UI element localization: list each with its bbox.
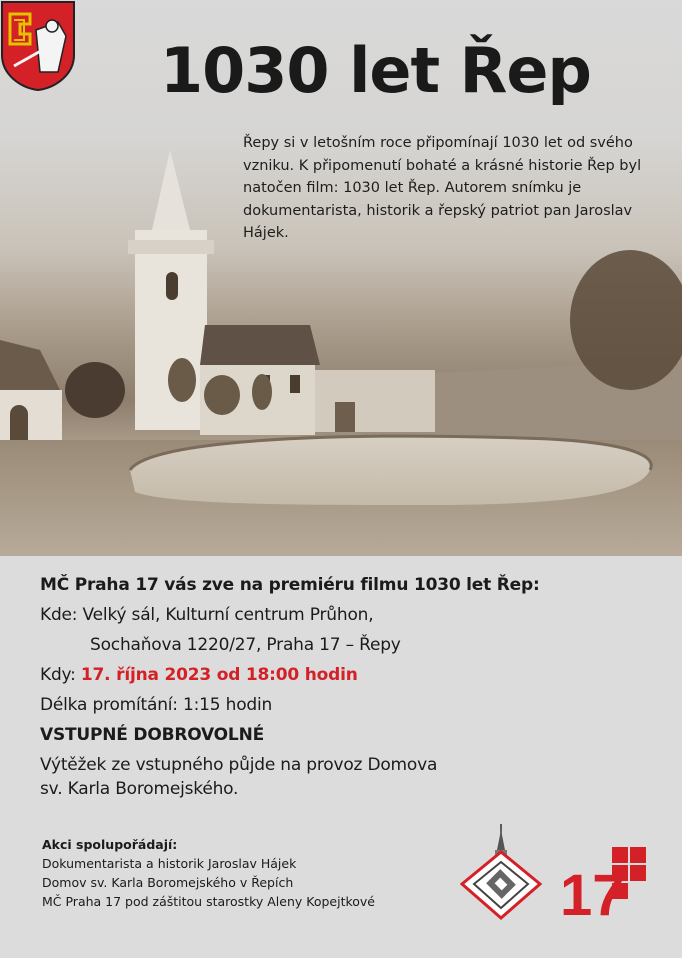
when-label: Kdy:: [40, 665, 76, 685]
proceeds-line-1: Výtěžek ze vstupného půjde na provoz Domova: [40, 755, 438, 775]
event-details: [40, 575, 650, 807]
venue-address: Sochaňova 1220/27, Praha 17 – Řepy: [90, 635, 401, 655]
co-organizer-item: MČ Praha 17 pod záštitou starostky Aleny Kopejtkové: [42, 894, 376, 909]
where-line1: Velký sál, Kulturní centrum Průhon,: [82, 605, 374, 625]
co-organizer-item: Dokumentarista a historik Jaroslav Hájek: [42, 856, 297, 871]
when-value: 17. října 2023 od 18:00 hodin: [80, 665, 358, 685]
duration-line: Délka promítání: 1:15 hodin: [40, 695, 273, 715]
invitation-heading: MČ Praha 17 vás zve na premiéru filmu 1030 let Řep:: [40, 575, 540, 595]
co-organizers: [42, 835, 375, 911]
proceeds-line-2: sv. Karla Boromejského.: [40, 779, 239, 799]
venue-line: [40, 603, 650, 627]
praha-17-logo-icon: [560, 845, 650, 920]
co-organizers-title: Akci spolupořádají:: [42, 837, 178, 852]
date-line: [40, 663, 650, 687]
page-title: 1030 let Řep: [160, 34, 591, 107]
entry-fee-line: VSTUPNÉ DOBROVOLNÉ: [40, 725, 265, 745]
intro-paragraph: Řepy si v letošním roce připomínají 1030 let od svého vzniku. K připomenutí bohaté a krásné historie Řep byl natočen film: 1030 let Řep. Autorem snímku je dokumentarista, historik a řepský patriot pan Jaroslav Hájek.: [243, 135, 642, 241]
co-organizer-item: Domov sv. Karla Boromejského v Řepích: [42, 875, 294, 890]
where-label: Kde:: [40, 605, 78, 625]
repy-coat-of-arms-icon: [0, 0, 76, 92]
domov-sv-karla-logo-icon: [460, 822, 542, 922]
logo-17-text: 17: [560, 863, 625, 920]
